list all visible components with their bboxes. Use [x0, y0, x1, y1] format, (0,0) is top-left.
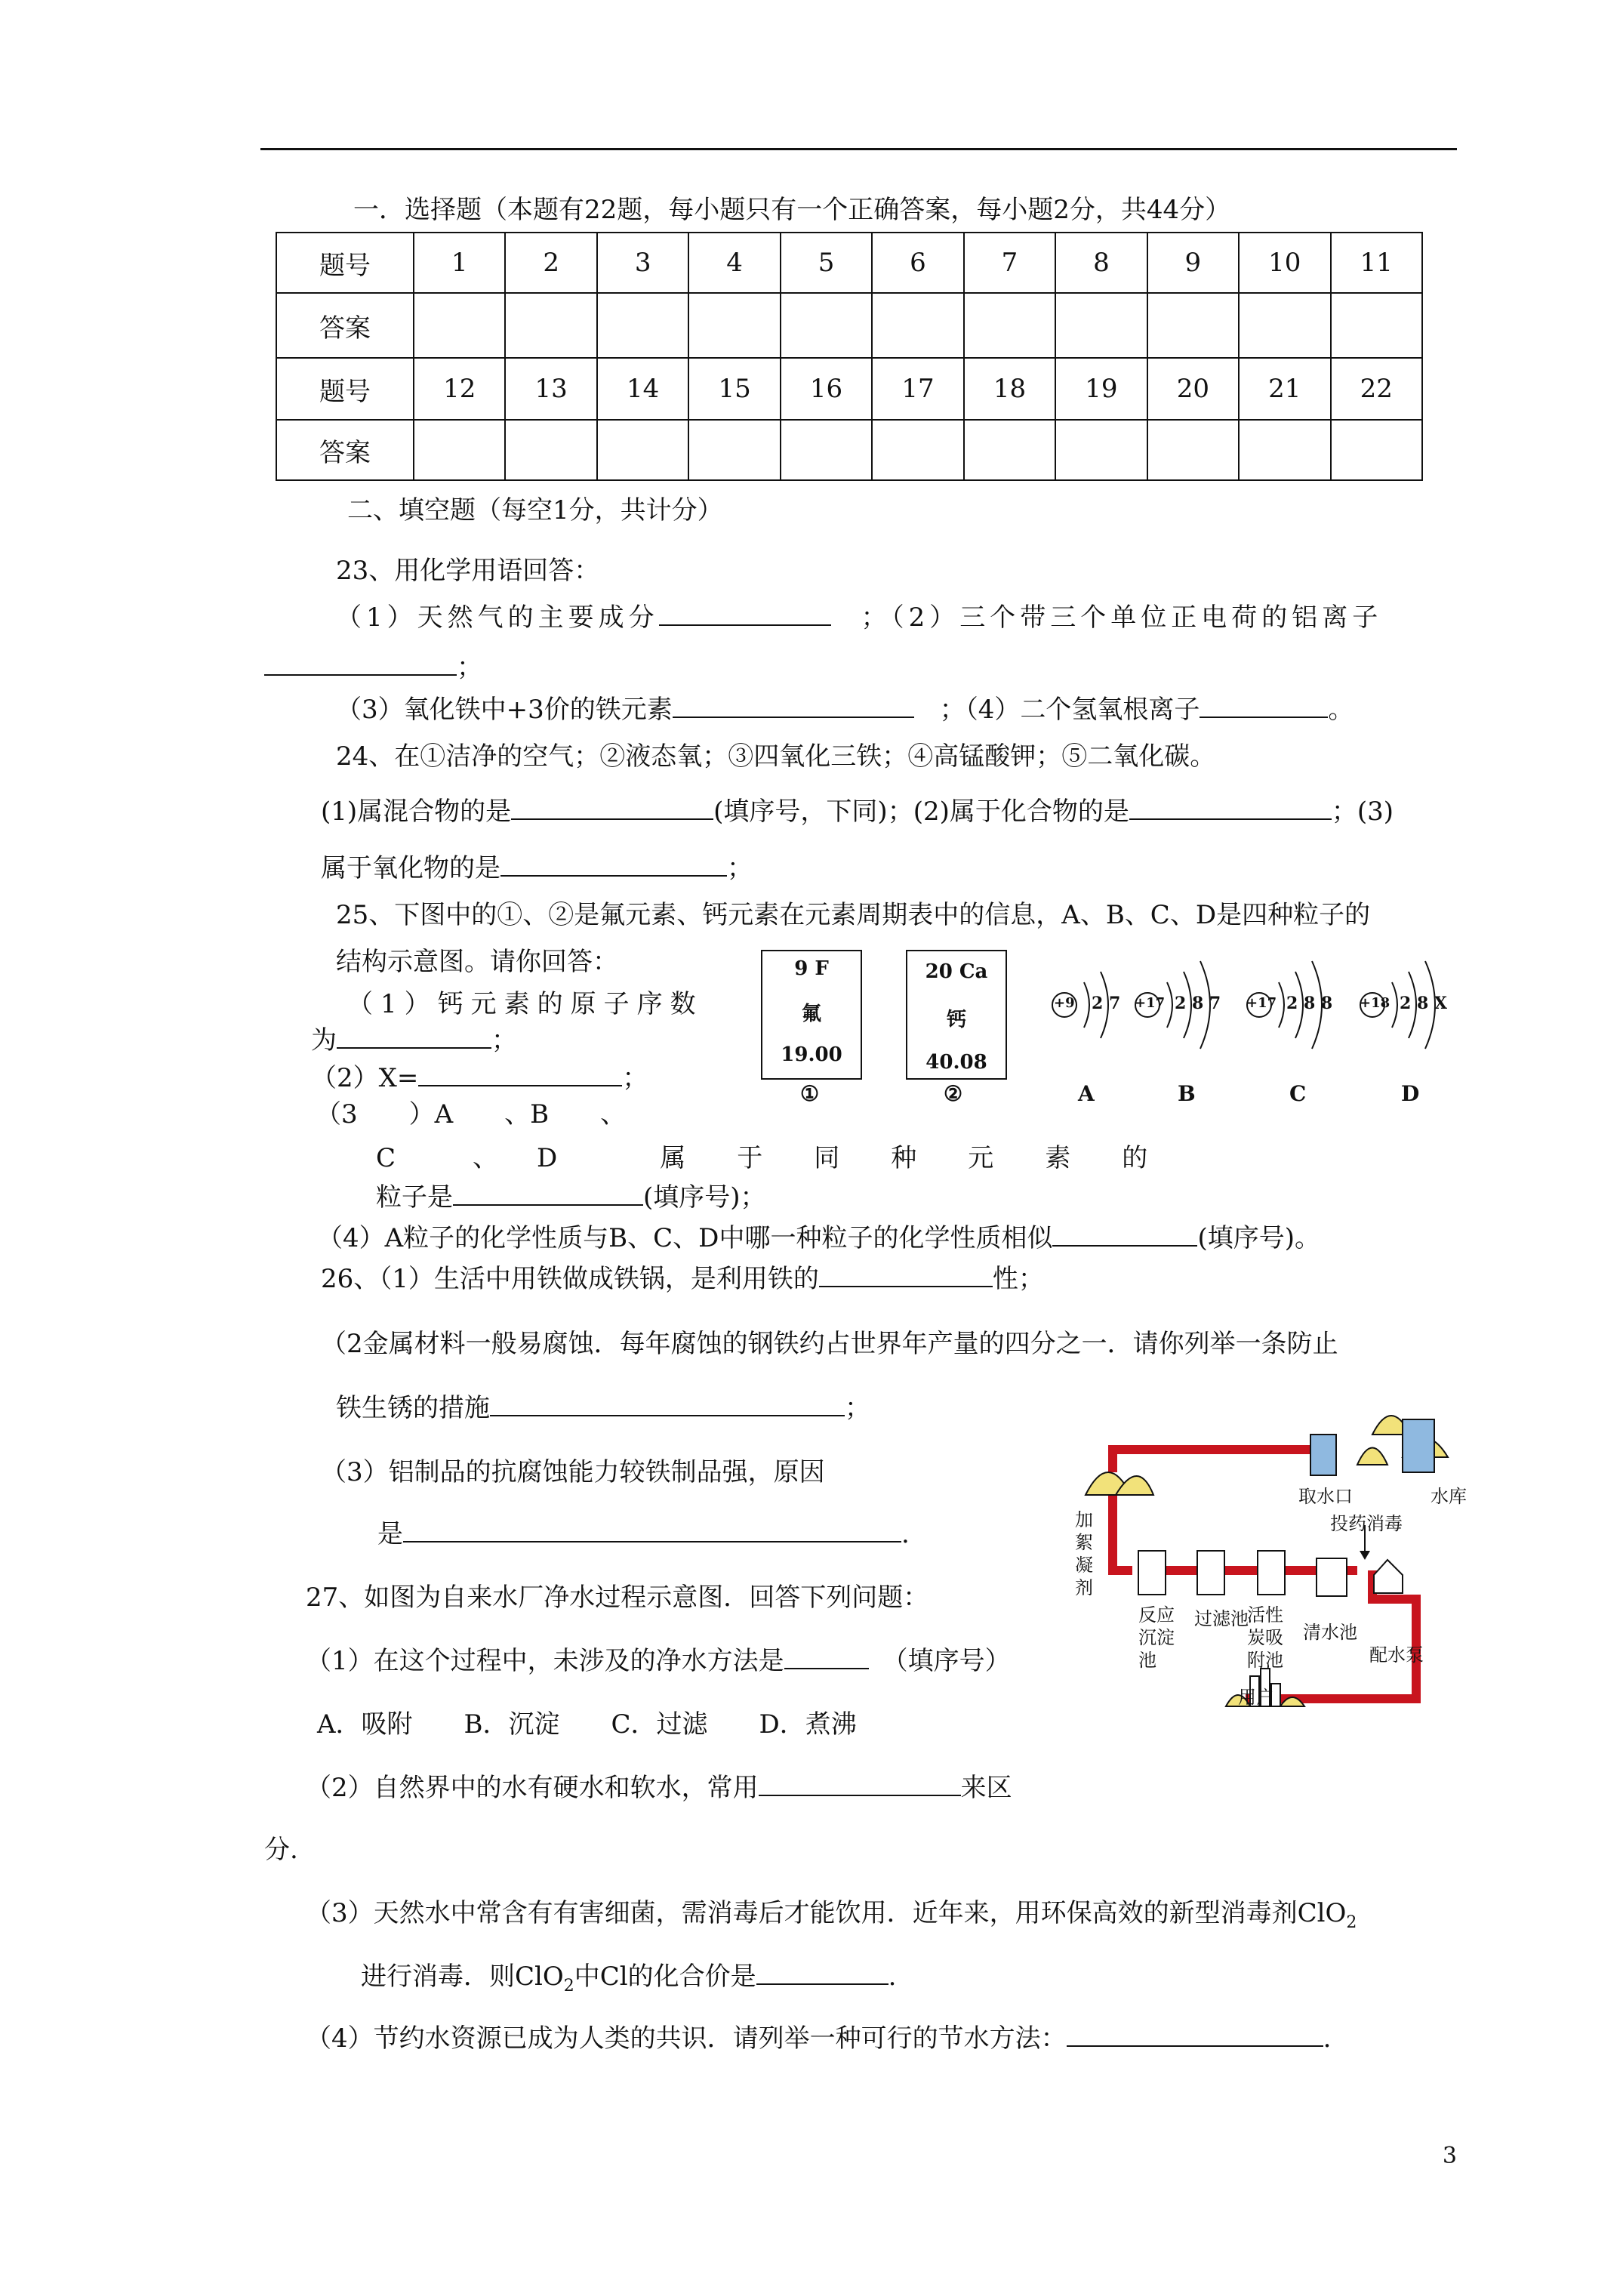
q27-options: A．吸附 B．沉淀 C．过滤 D．煮沸 [317, 1709, 857, 1740]
table-row [276, 233, 1422, 293]
q25-text: (填序号)； [643, 1182, 766, 1213]
table-row-label: 答案 [276, 293, 414, 358]
q25-stem2: 结构示意图。请你回答： [336, 947, 618, 977]
q27-text: （1）在这个过程中，未涉及的净水方法是 [306, 1646, 784, 1676]
q26-line2: （2金属材料一般易腐蚀．每年腐蚀的钢铁约占世界年产量的四分之一．请你列举一条防止 [321, 1329, 1338, 1359]
q27-text: （3）天然水中常含有有害细菌，需消毒后才能饮用．近年来，用环保高效的新型消毒剂ClO [306, 1898, 1347, 1928]
q25-text: ； [622, 1063, 648, 1093]
particle-nucleus: +18 [1360, 995, 1390, 1011]
q26-text: 性； [992, 1264, 1044, 1294]
diagram-label-coagulant: 加絮凝剂 [1075, 1509, 1093, 1598]
table-row-label: 题号 [276, 358, 414, 420]
q27-text: . [888, 1962, 897, 1992]
q24-line1 [321, 795, 1394, 828]
q25-text: (填序号)。 [1197, 1223, 1320, 1253]
answer-cell[interactable] [414, 420, 505, 480]
answer-cell[interactable] [688, 293, 780, 358]
q25-stem: 25、下图中的①、②是氟元素、钙元素在元素周期表中的信息，A、B、C、D是四种粒子的 [336, 900, 1371, 930]
answer-cell[interactable] [1239, 420, 1330, 480]
q24-text: ； [727, 853, 753, 883]
table-cell: 15 [688, 358, 780, 420]
answer-cell[interactable] [1239, 293, 1330, 358]
q27-stem: 27、如图为自来水厂净水过程示意图．回答下列问题： [306, 1583, 929, 1613]
q27-line3 [306, 1897, 1357, 1940]
answer-blank[interactable] [784, 1645, 869, 1669]
diagram-label-reservoir: 水库 [1431, 1486, 1467, 1507]
q24-text: 属于氧化物的是 [321, 853, 500, 883]
q27-text: 进行消毒．则ClO [361, 1962, 564, 1992]
table-cell: 12 [414, 358, 505, 420]
q26-line1 [321, 1262, 1044, 1296]
answer-blank[interactable] [511, 796, 713, 820]
table-cell: 7 [964, 233, 1055, 293]
answer-blank[interactable] [819, 1263, 993, 1287]
q25-p2 [311, 1062, 648, 1095]
table-cell: 6 [872, 233, 963, 293]
q25-text: （2）X= [311, 1063, 419, 1093]
water-plant-diagram [1070, 1389, 1478, 1752]
q27-line5 [306, 2022, 1331, 2055]
answer-blank[interactable] [659, 602, 831, 626]
answer-blank[interactable] [500, 852, 727, 877]
element-name: 钙 [946, 1009, 966, 1031]
diagram-label-dosing: 投药消毒 [1330, 1513, 1403, 1534]
answer-cell[interactable] [1331, 420, 1422, 480]
q25-text: ； [491, 1025, 517, 1056]
table-cell: 20 [1147, 358, 1239, 420]
table-cell: 1 [414, 233, 505, 293]
particle-shells: 2 7 [1092, 994, 1121, 1013]
answer-blank[interactable] [264, 652, 457, 676]
q26-line3 [336, 1391, 870, 1425]
answer-cell[interactable] [872, 293, 963, 358]
q26-text: ； [845, 1393, 870, 1423]
particle-shells: 2 8 X [1400, 994, 1448, 1013]
q23-text: ；（4）二个氢氧根离子 [939, 695, 1200, 725]
answer-blank[interactable] [490, 1392, 845, 1416]
q26-text: 是 [377, 1519, 403, 1549]
page-number: 3 [1442, 2143, 1457, 2169]
table-cell: 3 [597, 233, 688, 293]
table-cell: 4 [688, 233, 780, 293]
q25-text: 粒子是 [376, 1182, 453, 1213]
diagram-label-intake: 取水口 [1298, 1486, 1353, 1507]
answer-blank[interactable] [756, 1961, 888, 1985]
header-rule [260, 148, 1457, 150]
q23-text: ； [457, 652, 482, 683]
diagram-label-reaction-tank: 反应沉淀池 [1138, 1604, 1175, 1671]
answer-cell[interactable] [1147, 420, 1239, 480]
q27-text: （填序号） [882, 1646, 1011, 1676]
q23-text: （3）氧化铁中+3价的铁元素 [336, 695, 673, 725]
q23-line3 [336, 693, 1354, 726]
q23-text: ；（2）三个带三个单位正电荷的铝离子 [861, 603, 1383, 633]
answer-cell[interactable] [781, 420, 872, 480]
answer-blank[interactable] [1052, 1222, 1197, 1247]
particle-shells: 2 8 7 [1175, 994, 1221, 1013]
answer-cell[interactable] [597, 420, 688, 480]
element-cell-fluorine [761, 950, 862, 1080]
answer-cell[interactable] [505, 293, 596, 358]
particle-nucleus: +17 [1135, 995, 1166, 1011]
q24-text: ；(3) [1331, 797, 1394, 827]
particle-shells: 2 8 8 [1286, 994, 1333, 1013]
q23-stem: 23、用化学用语回答： [336, 556, 600, 586]
section1-title: 一．选择题（本题有22题，每小题只有一个正确答案，每小题2分，共44分） [353, 195, 1231, 225]
answer-cell[interactable] [872, 420, 963, 480]
q25-text: 为 [311, 1025, 337, 1056]
q25-text: （4）A粒子的化学性质与B、C、D中哪一种粒子的化学性质相似 [317, 1223, 1053, 1253]
q26-line5 [377, 1518, 910, 1551]
particle-nucleus: +9 [1054, 995, 1075, 1011]
q27-text: 中Cl的化合价是 [574, 1962, 756, 1992]
table-row [276, 358, 1422, 420]
q23-text: （1）天然气的主要成分 [336, 603, 659, 633]
table-cell: 5 [781, 233, 872, 293]
q23-line1 [336, 601, 1382, 634]
element-mass: 19.00 [781, 1043, 842, 1066]
table-cell: 8 [1055, 233, 1147, 293]
diagram-label-carbon-tank: 活性炭吸附池 [1247, 1604, 1283, 1671]
answer-blank[interactable] [1067, 2023, 1323, 2047]
table-cell: 18 [964, 358, 1055, 420]
table-cell: 10 [1239, 233, 1330, 293]
table-row-label: 题号 [276, 233, 414, 293]
element-mass: 40.08 [925, 1051, 987, 1074]
q27-text: （4）节约水资源已成为人类的共识．请列举一种可行的节水方法： [306, 2023, 1067, 2054]
table-row [276, 420, 1422, 480]
q24-line2 [321, 852, 753, 885]
element-name: 氟 [801, 1003, 821, 1025]
q27-subscript: 2 [563, 1976, 574, 1996]
table-cell: 14 [597, 358, 688, 420]
answer-cell[interactable] [1055, 420, 1147, 480]
q25-p4 [317, 1222, 1320, 1255]
q27-line2b: 分. [264, 1835, 298, 1865]
table-cell: 19 [1055, 358, 1147, 420]
answer-cell[interactable] [781, 293, 872, 358]
answer-cell[interactable] [688, 420, 780, 480]
q25-p1-line [311, 1024, 517, 1057]
answer-cell[interactable] [597, 293, 688, 358]
answer-cell[interactable] [1331, 293, 1422, 358]
q27-line1 [306, 1644, 1011, 1678]
answer-cell[interactable] [1055, 293, 1147, 358]
table-cell: 17 [872, 358, 963, 420]
element-number-symbol: 9 F [794, 957, 829, 980]
q26-text: 26、（1）生活中用铁做成铁锅，是利用铁的 [321, 1264, 819, 1294]
table-cell: 13 [505, 358, 596, 420]
table-row [276, 293, 1422, 358]
answer-cell[interactable] [964, 293, 1055, 358]
q23-line2 [264, 651, 482, 684]
section2-title: 二、填空题（每空1分，共计分） [347, 495, 723, 525]
q26-line4: （3）铝制品的抗腐蚀能力较铁制品强，原因 [321, 1457, 825, 1487]
answer-cell[interactable] [1147, 293, 1239, 358]
q24-text: (填序号，下同)；(2)属于化合物的是 [713, 797, 1129, 827]
q25-p3b: C 、 D 属 于 同 种 元 素 的 [376, 1143, 1148, 1173]
q25-p3a: （3 ）A 、B 、 [316, 1099, 627, 1130]
particle-tag: B [1178, 1081, 1196, 1106]
diagram-label-user: 用户 [1238, 1687, 1274, 1708]
element-cell-calcium [906, 950, 1007, 1080]
q27-text: （2）自然界中的水有硬水和软水，常用 [306, 1773, 759, 1803]
diagram-label-clear-tank: 清水池 [1303, 1622, 1357, 1643]
diagram-label-pump: 配水泵 [1369, 1644, 1424, 1666]
q27-line2 [306, 1771, 1012, 1804]
q23-text: 。 [1328, 695, 1354, 725]
table-cell: 2 [505, 233, 596, 293]
q27-subscript: 2 [1346, 1912, 1357, 1932]
q25-p3c-line [376, 1181, 766, 1214]
answer-cell[interactable] [505, 420, 596, 480]
q26-text: . [901, 1519, 910, 1549]
table-cell: 9 [1147, 233, 1239, 293]
table-cell: 11 [1331, 233, 1422, 293]
particle-tag: C [1289, 1081, 1307, 1106]
answer-blank[interactable] [403, 1518, 901, 1542]
answer-blank[interactable] [673, 694, 914, 718]
answer-blank[interactable] [453, 1182, 643, 1206]
q24-stem: 24、在①洁净的空气；②液态氧；③四氧化三铁；④高锰酸钾；⑤二氧化碳。 [336, 741, 1216, 772]
q27-line4 [361, 1960, 896, 2003]
answer-blank[interactable] [1129, 796, 1332, 820]
table-row-label: 答案 [276, 420, 414, 480]
table-cell: 16 [781, 358, 872, 420]
table-cell: 22 [1331, 358, 1422, 420]
element-tag: ① [800, 1081, 820, 1106]
element-tag: ② [944, 1081, 963, 1106]
answer-blank[interactable] [759, 1772, 961, 1796]
element-number-symbol: 20 Ca [925, 960, 988, 983]
particle-nucleus: +17 [1246, 995, 1277, 1011]
answer-blank[interactable] [1200, 694, 1328, 718]
q24-text: (1)属混合物的是 [321, 797, 512, 827]
particle-tag: A [1078, 1081, 1095, 1106]
answer-cell[interactable] [414, 293, 505, 358]
answer-cell[interactable] [964, 420, 1055, 480]
q25-p1: （1）钙元素的原子序数 [347, 989, 704, 1019]
answer-blank[interactable] [418, 1062, 622, 1086]
q27-text: 来区 [960, 1773, 1012, 1803]
answer-blank[interactable] [337, 1025, 491, 1049]
particle-tag: D [1401, 1081, 1420, 1106]
q27-text: . [1323, 2023, 1332, 2054]
q26-text: 铁生锈的措施 [336, 1393, 490, 1423]
answer-table [276, 232, 1423, 481]
diagram-label-filter-tank: 过滤池 [1194, 1608, 1249, 1629]
table-cell: 21 [1239, 358, 1330, 420]
